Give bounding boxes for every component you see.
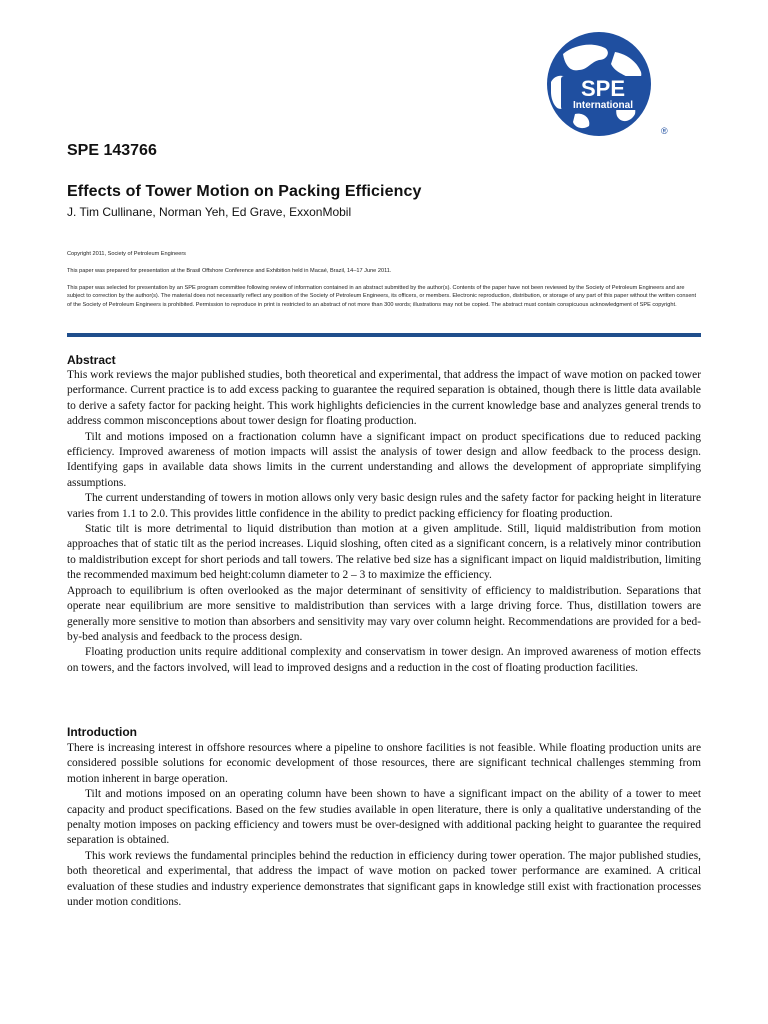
abstract-body (67, 368, 701, 676)
introduction-paragraph: There is increasing interest in offshore resources where a pipeline to onshore facilities is not feasible. While floating production units are considered possible solutions for economic development of those resources, there are significant technical challenges stemming from motion inherent in barge operation. (67, 742, 701, 785)
paper-number: SPE 143766 (67, 142, 157, 159)
paper-authors: J. Tim Cullinane, Norman Yeh, Ed Grave, ExxonMobil (67, 205, 352, 219)
header-divider (67, 333, 701, 337)
logo-brand: SPE (580, 76, 626, 101)
presentation-notice: This paper was prepared for presentation at the Brasil Offshore Conference and Exhibition held in Macaé, Brazil, 14–17 June 2011. (67, 268, 392, 274)
abstract-paragraph: This work reviews the major published studies, both theoretical and experimental, that address the impact of wave motion on packed tower performance. Current practice is to add excess packing to guarantee the required separation is obtained, though there is little data available to derive a safety factor for packing height. This work highlights deficiencies in the current knowledge base and analyzes general trends to address common misconceptions about tower design for floating production. (67, 369, 701, 428)
registered-mark: ® (661, 126, 668, 136)
logo-subtitle: International (572, 100, 634, 111)
abstract-paragraph: The current understanding of towers in motion allows only very basic design rules and the safety factor for packing height in literature varies from 1.1 to 2.0. This provides little confidence in the ability to predict packing efficiency for floating production. (67, 492, 701, 520)
introduction-body (67, 741, 701, 910)
spe-international-logo (511, 30, 701, 138)
copyright-notice: Copyright 2011, Society of Petroleum Engineers (67, 251, 186, 257)
introduction-heading: Introduction (67, 725, 137, 739)
introduction-paragraph: This work reviews the fundamental principles behind the reduction in efficiency during tower operation. The major published studies, both theoretical and experimental, that address the impact of wave motion on packed tower performance are examined. A critical evaluation of these studies and industry experience demonstrates that significant gaps in knowledge still exist with fractionation processes under motion conditions. (67, 849, 701, 909)
abstract-paragraph: Approach to equilibrium is often overlooked as the major determinant of sensitivity of efficiency to maldistribution. Separations that operate near equilibrium are more sensitive to maldistribution than services with a large driving force. Thus, distillation towers are generally more sensitive to motion than absorbers and sensitivity may vary over column height. Recommendations are provided for a bed-by-bed analysis and feedback to the process design. (67, 584, 701, 643)
abstract-heading: Abstract (67, 353, 116, 367)
disclaimer-notice: This paper was selected for presentation by an SPE program committee following review of information contained in an abstract submitted by the author(s). Contents of the paper have not been reviewed by the Society of Petroleum Engineers and are subject to correction by the author(s). The material does not necessarily reflect any position of the Society of Petroleum Engineers, its officers, or members. Electronic reproduction, distribution, or storage of any part of this paper without the written consent of the Society of Petroleum Engineers is prohibited. Permission to reproduce in print is restricted to an abstract of not more than 300 words; illustrations may not be copied. The abstract must contain conspicuous acknowledgment of SPE copyright. (67, 285, 697, 308)
abstract-paragraph: Tilt and motions imposed on a fractionation column have a significant impact on product specifications due to reduced packing efficiency. Improved awareness of motion impacts will assist the analysis of tower design and allow feedback to the process design. Identifying gaps in available data shows limits in the current understanding and allows the development of appropriate simplifying assumptions. (67, 430, 701, 489)
abstract-paragraph: Floating production units require additional complexity and conservatism in tower design. An improved awareness of motion effects on towers, and the factors involved, will lead to improved designs and a reduction in the cost of floating production facilities. (67, 646, 701, 674)
introduction-paragraph: Tilt and motions imposed on an operating column have been shown to have a significant impact on the ability of a tower to meet capacity and product specifications. Based on the few studies available in open literature, there is only a qualitative understanding of the penalty motion imposes on packing efficiency and towers must be over-designed with additional packing height to guarantee the required separation is obtained. (67, 788, 701, 847)
paper-title: Effects of Tower Motion on Packing Efficiency (67, 183, 422, 200)
abstract-paragraph: Static tilt is more detrimental to liquid distribution than motion at a given amplitude. Still, liquid maldistribution from motion approaches that of static tilt as the period increases. Liquid sloshing, often cited as a significant concern, is a relatively minor contribution to maldistribution except for short periods and tall towers. The relative bed size has a significant impact on liquid maldistribution, limiting the recommended maximum bed height:column diameter to 2 – 3 to maximize the efficiency. (67, 523, 701, 582)
